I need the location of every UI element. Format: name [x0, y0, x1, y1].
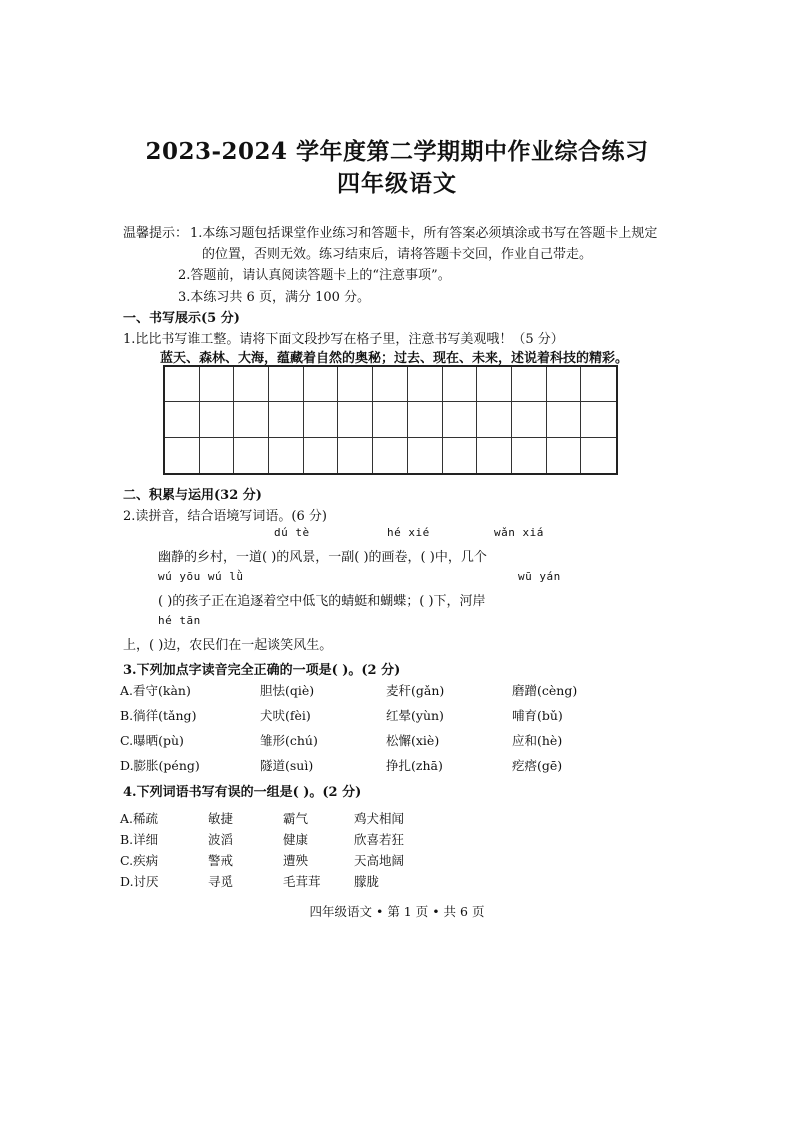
grid-cell[interactable]: [200, 367, 235, 402]
grid-cell[interactable]: [234, 438, 269, 473]
grid-cell[interactable]: [234, 367, 269, 402]
q3-option-cell: A.看守(kàn): [120, 683, 191, 698]
q3-option-cell: C.曝晒(pù): [120, 733, 184, 748]
grid-cell[interactable]: [408, 367, 443, 402]
pinyin-hetan: hé tān: [158, 614, 201, 627]
q4-option-cell: D.讨厌: [120, 874, 159, 889]
note-item-1b: 的位置，否则无效。练习结束后，请将答题卡交回，作业自己带走。: [202, 247, 593, 262]
q3-option-cell: B.徜徉(tǎng): [120, 708, 197, 723]
note-item-2: 2.答题前，请认真阅读答题卡上的“注意事项”。: [178, 268, 451, 283]
grid-cell[interactable]: [477, 438, 512, 473]
q4-option-cell: 鸡犬相闻: [354, 811, 405, 826]
grid-cell[interactable]: [443, 402, 478, 437]
question-1-passage: 蓝天、森林、大海，蕴藏着自然的奥秘；过去、现在、未来，述说着科技的精彩。: [160, 351, 629, 366]
q3-option-cell: D.膨胀(péng): [120, 758, 200, 773]
page-footer: 四年级语文 • 第 1 页 • 共 6 页: [309, 904, 485, 919]
q4-option-cell: 欣喜若狂: [354, 832, 405, 847]
writing-grid[interactable]: [163, 365, 618, 475]
grid-cell[interactable]: [581, 402, 616, 437]
q4-option-cell: 遭殃: [283, 853, 309, 868]
grid-cell[interactable]: [547, 367, 582, 402]
pinyin-hexie: hé xié: [387, 526, 430, 539]
grid-cell[interactable]: [165, 438, 200, 473]
q4-option-cell: B.详细: [120, 832, 159, 847]
grid-cell[interactable]: [373, 402, 408, 437]
q3-option-cell: 应和(hè): [512, 733, 563, 748]
q3-option-cell: 犬吠(fèi): [260, 708, 311, 723]
q4-option-cell: 波滔: [208, 832, 234, 847]
pinyin-wuyouwulv: wú yōu wú lǜ: [158, 570, 244, 583]
grid-cell[interactable]: [581, 438, 616, 473]
grid-cell[interactable]: [477, 367, 512, 402]
pinyin-wanxia: wǎn xiá: [494, 526, 544, 539]
grid-cell[interactable]: [338, 402, 373, 437]
grid-cell[interactable]: [269, 367, 304, 402]
q4-option-cell: 敏捷: [208, 811, 234, 826]
q3-option-cell: 挣扎(zhā): [386, 758, 443, 773]
question-1-stem: 1.比比书写谁工整。请将下面文段抄写在格子里，注意书写美观哦！（5 分）: [123, 332, 564, 347]
grid-cell[interactable]: [269, 402, 304, 437]
grid-cell[interactable]: [581, 367, 616, 402]
q3-option-cell: 哺育(bǔ): [512, 708, 563, 723]
q4-option-cell: C.疾病: [120, 853, 159, 868]
q3-option-cell: 雏形(chú): [260, 733, 318, 748]
q3-option-cell: 红晕(yùn): [386, 708, 444, 723]
section-2-heading: 二、积累与运用(32 分): [123, 488, 262, 503]
q4-option-cell: A.稀疏: [120, 811, 159, 826]
grid-cell[interactable]: [512, 438, 547, 473]
section-1-heading: 一、书写展示(5 分): [123, 311, 240, 326]
question-4-stem: 4.下列词语书写有误的一组是( )。(2 分): [123, 785, 362, 800]
grid-cell[interactable]: [338, 438, 373, 473]
q3-option-cell: 磨蹭(cèng): [512, 683, 578, 698]
q3-option-cell: 松懈(xiè): [386, 733, 440, 748]
q4-option-cell: 警戒: [208, 853, 234, 868]
grid-cell[interactable]: [200, 402, 235, 437]
question-2-line-3: 上，( )边，农民们在一起谈笑风生。: [123, 638, 333, 653]
grid-cell[interactable]: [338, 367, 373, 402]
exam-title: 2023-2024 学年度第二学期期中作业综合练习: [145, 138, 649, 165]
question-2-stem: 2.读拼音，结合语境写词语。(6 分): [123, 509, 327, 524]
grid-cell[interactable]: [547, 438, 582, 473]
grid-cell[interactable]: [443, 438, 478, 473]
grid-cell[interactable]: [408, 438, 443, 473]
question-2-line-2: ( )的孩子正在追逐着空中低飞的蜻蜓和蝴蝶；( )下，河岸: [158, 594, 486, 609]
grid-cell[interactable]: [165, 402, 200, 437]
grid-cell[interactable]: [373, 367, 408, 402]
notes-label: 温馨提示：: [123, 226, 189, 241]
q4-option-cell: 健康: [283, 832, 309, 847]
note-item-1a: 1.本练习题包括课堂作业练习和答题卡，所有答案必须填涂或书写在答题卡上规定: [190, 226, 658, 241]
grid-cell[interactable]: [304, 367, 339, 402]
grid-cell[interactable]: [512, 367, 547, 402]
q3-option-cell: 麦秆(gǎn): [386, 683, 445, 698]
question-3-stem: 3.下列加点字读音完全正确的一项是( )。(2 分): [123, 663, 401, 678]
grid-cell[interactable]: [547, 402, 582, 437]
grid-cell[interactable]: [234, 402, 269, 437]
q4-option-cell: 寻觅: [208, 874, 234, 889]
q4-option-cell: 天高地阔: [354, 853, 405, 868]
pinyin-wuyan: wū yán: [518, 570, 561, 583]
grid-cell[interactable]: [512, 402, 547, 437]
grid-cell[interactable]: [443, 367, 478, 402]
q4-option-cell: 霸气: [283, 811, 309, 826]
question-2-line-1: 幽静的乡村，一道( )的风景，一副( )的画卷，( )中，几个: [158, 550, 487, 565]
q3-option-cell: 隧道(suì): [260, 758, 314, 773]
note-item-3: 3.本练习共 6 页，满分 100 分。: [178, 290, 371, 305]
q3-option-cell: 胆怯(qiè): [260, 683, 315, 698]
pinyin-dute: dú tè: [274, 526, 310, 539]
q3-option-cell: 疙瘩(gē): [512, 758, 563, 773]
grid-cell[interactable]: [165, 367, 200, 402]
q4-option-cell: 毛茸茸: [283, 874, 321, 889]
subject-title: 四年级语文: [337, 170, 457, 197]
grid-cell[interactable]: [304, 438, 339, 473]
grid-cell[interactable]: [269, 438, 304, 473]
grid-cell[interactable]: [477, 402, 512, 437]
q4-option-cell: 朦胧: [354, 874, 380, 889]
grid-cell[interactable]: [373, 438, 408, 473]
grid-cell[interactable]: [304, 402, 339, 437]
grid-cell[interactable]: [408, 402, 443, 437]
grid-cell[interactable]: [200, 438, 235, 473]
